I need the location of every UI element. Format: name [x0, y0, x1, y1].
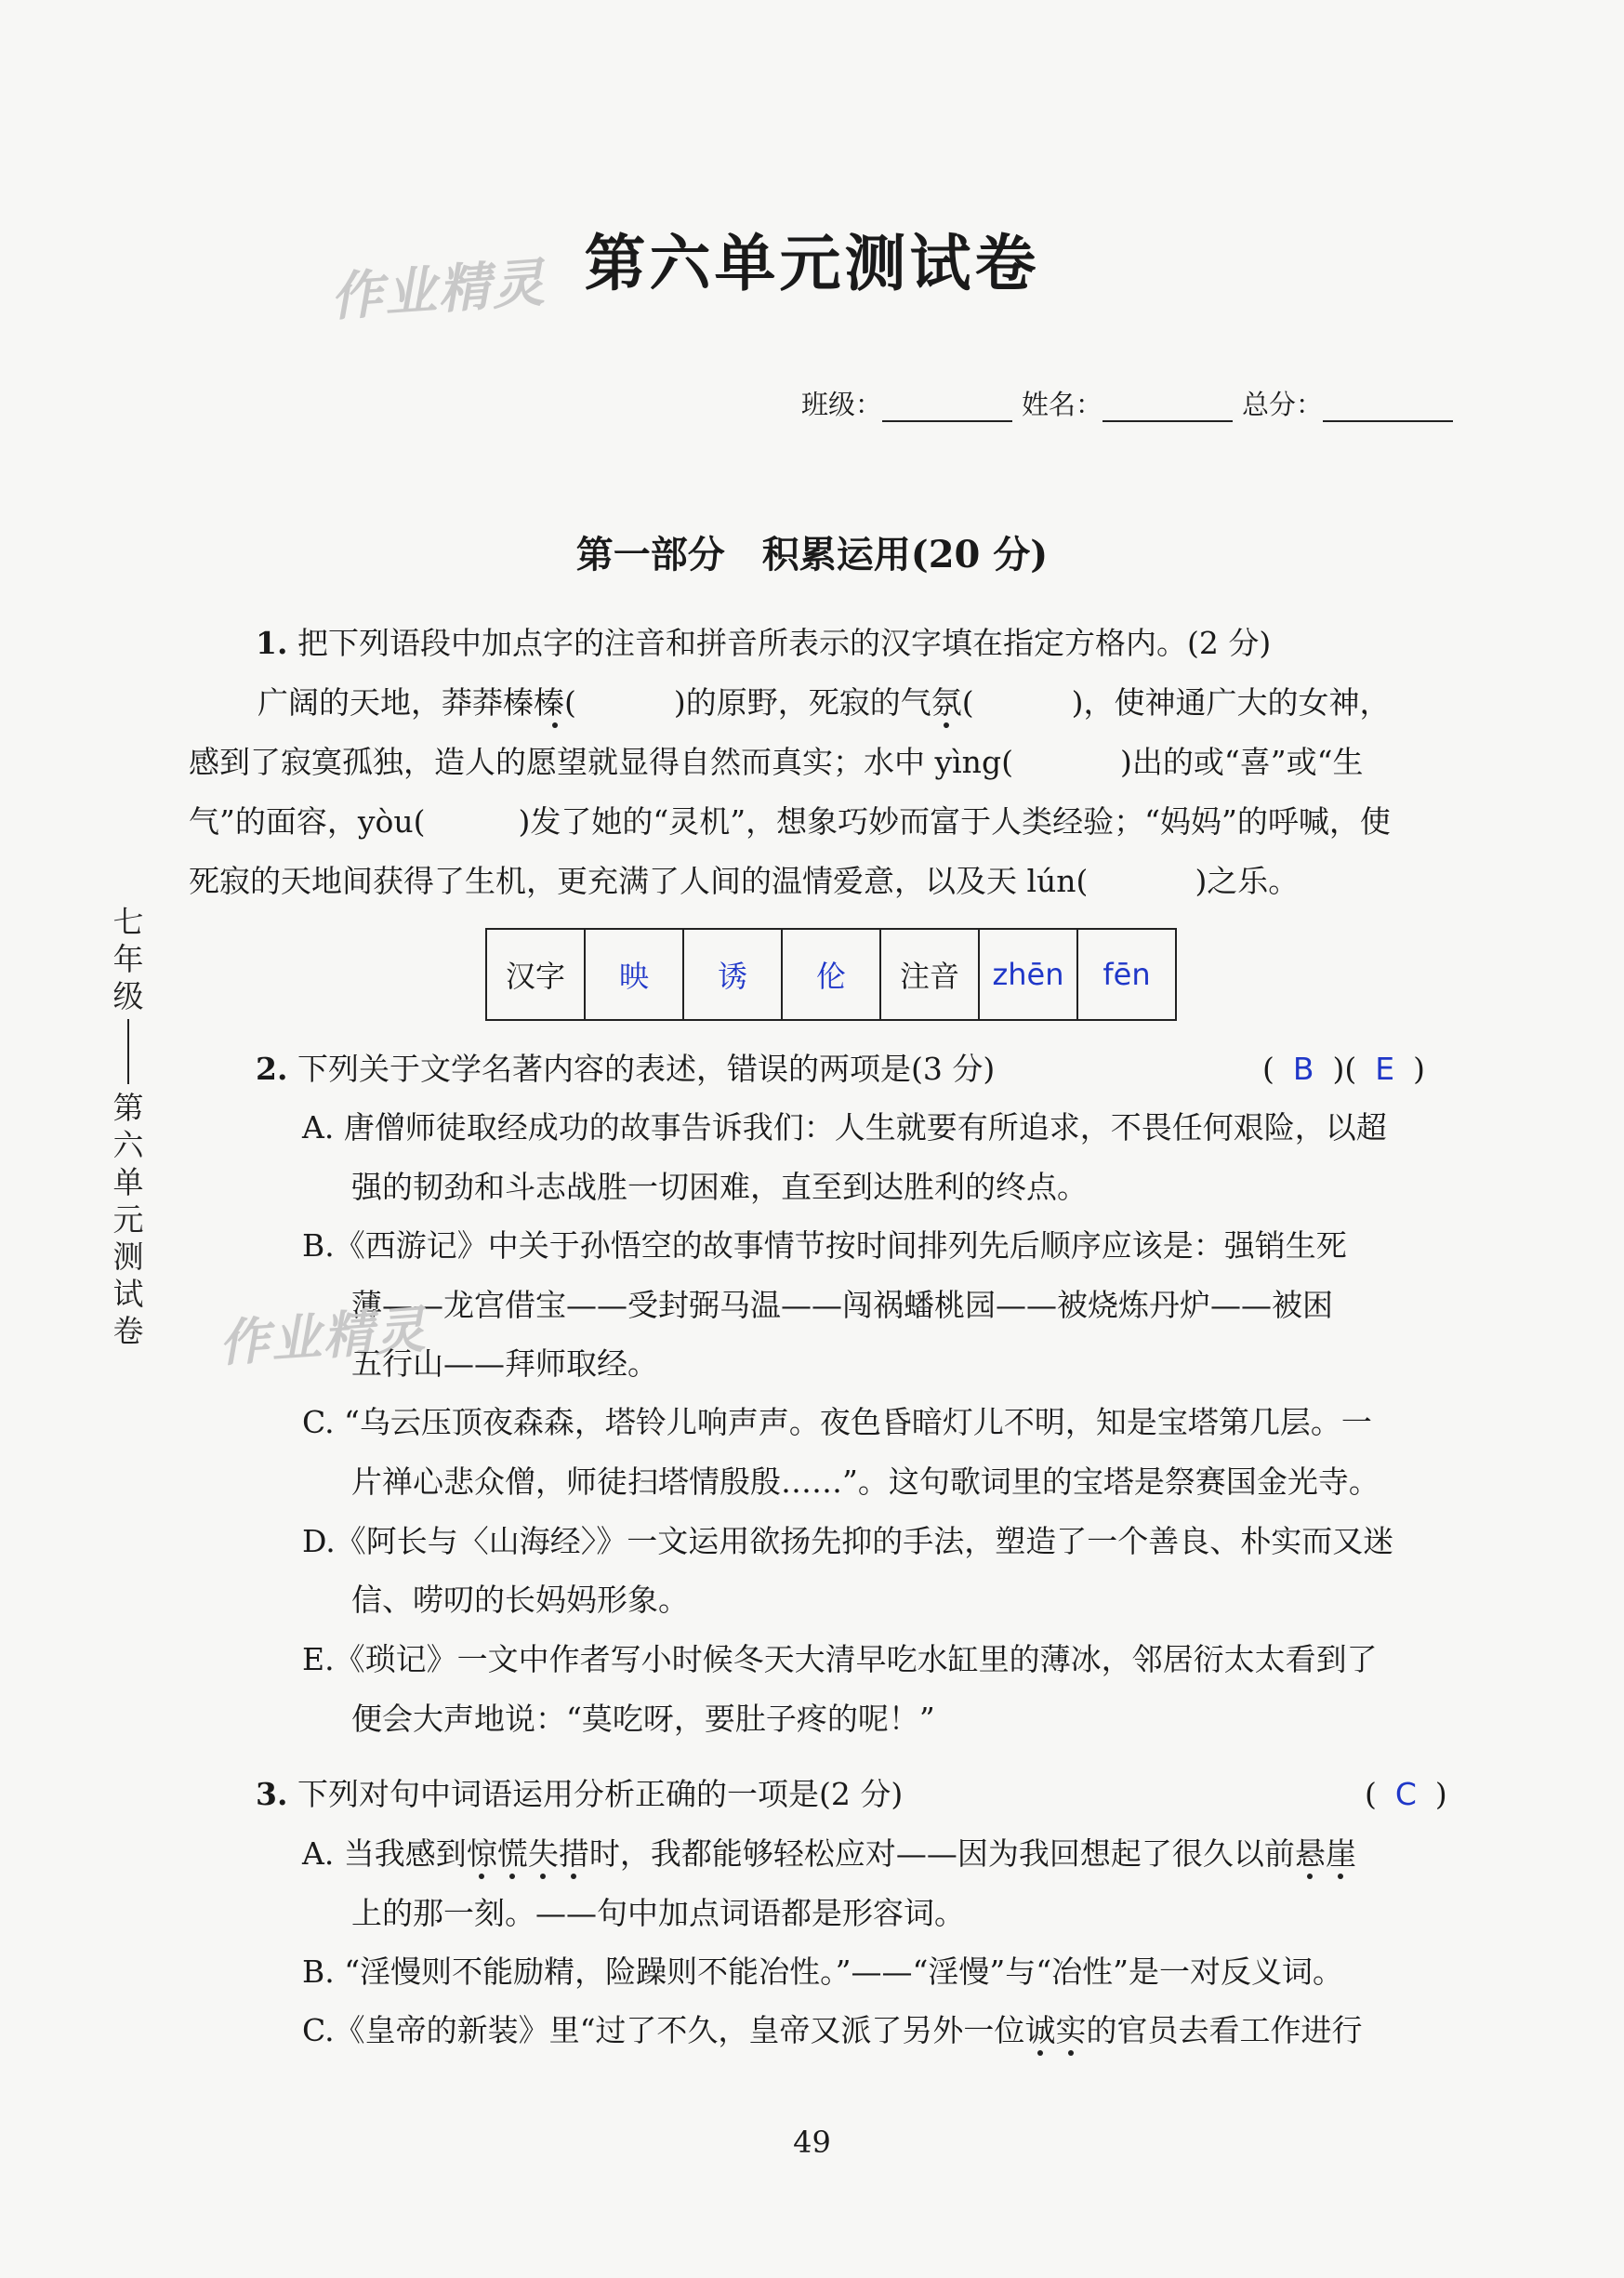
dotted-char: 悬 — [1294, 1835, 1326, 1872]
grid-answer[interactable]: zhēn — [979, 929, 1077, 1020]
side-divider — [127, 1019, 129, 1084]
q2-option-d: D.《阿长与〈山海经〉》一文运用欲扬先抑的手法，塑造了一个善良、朴实而又迷 — [302, 1523, 1394, 1559]
watermark: 作业精灵 — [217, 1300, 429, 1373]
grid-label-zhuyin: 注音 — [880, 929, 979, 1020]
q3-option-a-cont: 上的那一刻。——句中加点词语都是形容词。 — [351, 1895, 965, 1931]
grid-answer[interactable]: fēn — [1077, 929, 1176, 1020]
q3-option-a: A. 当我感到惊慌失措时，我都能够轻松应对——因为我回想起了很久以前悬崖 — [302, 1835, 1356, 1872]
q1-line3: 气”的面容，yòu( )发了她的“灵机”，想象巧妙而富于人类经验；“妈妈”的呼喊，使 — [189, 803, 1391, 840]
q2-stem: 2. 下列关于文学名著内容的表述，错误的两项是(3 分) — [256, 1051, 996, 1087]
grid-answer[interactable]: 诱 — [683, 929, 782, 1020]
q2-option-b-cont2: 五行山——拜师取经。 — [351, 1345, 658, 1382]
dotted-char: 惊 — [466, 1835, 497, 1872]
watermark: 作业精灵 — [328, 252, 548, 329]
class-label: 班级： — [801, 389, 883, 420]
score-label: 总分： — [1242, 389, 1324, 420]
dotted-char: 诚 — [1024, 2012, 1056, 2048]
answer-letter: B — [1292, 1051, 1314, 1087]
dotted-char: 失 — [527, 1835, 559, 1872]
q2-option-c-cont: 片禅心悲众僧，师徒扫塔情殷殷……”。这句歌词里的宝塔是祭赛国金光寺。 — [351, 1463, 1380, 1500]
q1-line4: 死寂的天地间获得了生机，更充满了人间的温情爱意，以及天 lún( )之乐。 — [189, 863, 1300, 899]
q3-option-c: C.《皇帝的新装》里“过了不久，皇帝又派了另外一位诚实的官员去看工作进行 — [302, 2012, 1363, 2048]
dotted-char: 慌 — [496, 1835, 528, 1872]
q2-option-a-cont: 强的韧劲和斗志战胜一切困难，直至到达胜利的终点。 — [351, 1169, 1088, 1205]
grid-answer[interactable]: 映 — [585, 929, 683, 1020]
dotted-char: 榛( — [534, 684, 576, 721]
page-title: 第六单元测试卷 — [584, 227, 1040, 299]
q1-line2: 感到了寂寞孤独，造人的愿望就显得自然而真实；水中 yìng( )出的或“喜”或“生 — [189, 744, 1364, 780]
q3-stem: 3. 下列对句中词语运用分析正确的一项是(2 分) — [256, 1776, 904, 1812]
grid-label-hanzi: 汉字 — [486, 929, 585, 1020]
score-field[interactable] — [1323, 387, 1453, 422]
answer-letter: E — [1375, 1051, 1395, 1087]
part1-title: 第一部分 积累运用(20 分) — [575, 533, 1049, 576]
q3-option-b: B. “淫慢则不能励精，险躁则不能冶性。”——“淫慢”与“冶性”是一对反义词。 — [302, 1954, 1343, 1990]
answer-letter: C — [1394, 1776, 1417, 1812]
q2-option-e-cont: 便会大声地说：“莫吃呀，要肚子疼的呢！” — [351, 1701, 935, 1737]
side-label — [110, 904, 147, 1350]
dotted-char: 氛 — [931, 684, 962, 721]
q2-option-b: B.《西游记》中关于孙悟空的故事情节按时间排列先后顺序应该是：强销生死 — [302, 1227, 1347, 1264]
side-label-unit: 第六单元测试卷 — [112, 1090, 144, 1349]
q1-stem: 1. 把下列语段中加点字的注音和拼音所表示的汉字填在指定方格内。(2 分) — [256, 625, 1272, 661]
q2-option-c: C. “乌云压顶夜森森，塔铃儿响声声。夜色昏暗灯儿不明，知是宝塔第几层。一 — [302, 1404, 1372, 1440]
q1-line1: 广阔的天地，莽莽榛榛( )的原野，死寂的气氛( )，使神通广大的女神， — [257, 684, 1391, 721]
q2-option-e: E.《琐记》一文中作者写小时候冬天大清早吃水缸里的薄冰，邻居衍太太看到了 — [302, 1641, 1378, 1677]
class-field[interactable] — [882, 387, 1012, 422]
q2-answer: ( B )( E ) — [1262, 1051, 1425, 1087]
side-label-grade: 七年级 — [112, 904, 144, 1014]
q2-option-a: A. 唐僧师徒取经成功的故事告诉我们：人生就要有所追求，不畏任何艰险，以超 — [302, 1109, 1387, 1146]
q2-option-d-cont: 信、唠叨的长妈妈形象。 — [351, 1582, 689, 1618]
student-info — [801, 384, 1453, 422]
page-number: 49 — [793, 2125, 831, 2160]
answer-grid — [485, 928, 1177, 1021]
q3-answer: ( C ) — [1365, 1776, 1447, 1812]
dotted-char: 崖 — [1325, 1835, 1356, 1872]
dotted-char: 措 — [558, 1835, 589, 1872]
dotted-char: 实 — [1055, 2012, 1087, 2048]
grid-answer[interactable]: 伦 — [782, 929, 880, 1020]
q2-option-b-cont: 薄——龙宫借宝——受封弼马温——闯祸蟠桃园——被烧炼丹炉——被困 — [351, 1287, 1333, 1323]
name-field[interactable] — [1102, 387, 1233, 422]
name-label: 姓名： — [1022, 389, 1103, 420]
